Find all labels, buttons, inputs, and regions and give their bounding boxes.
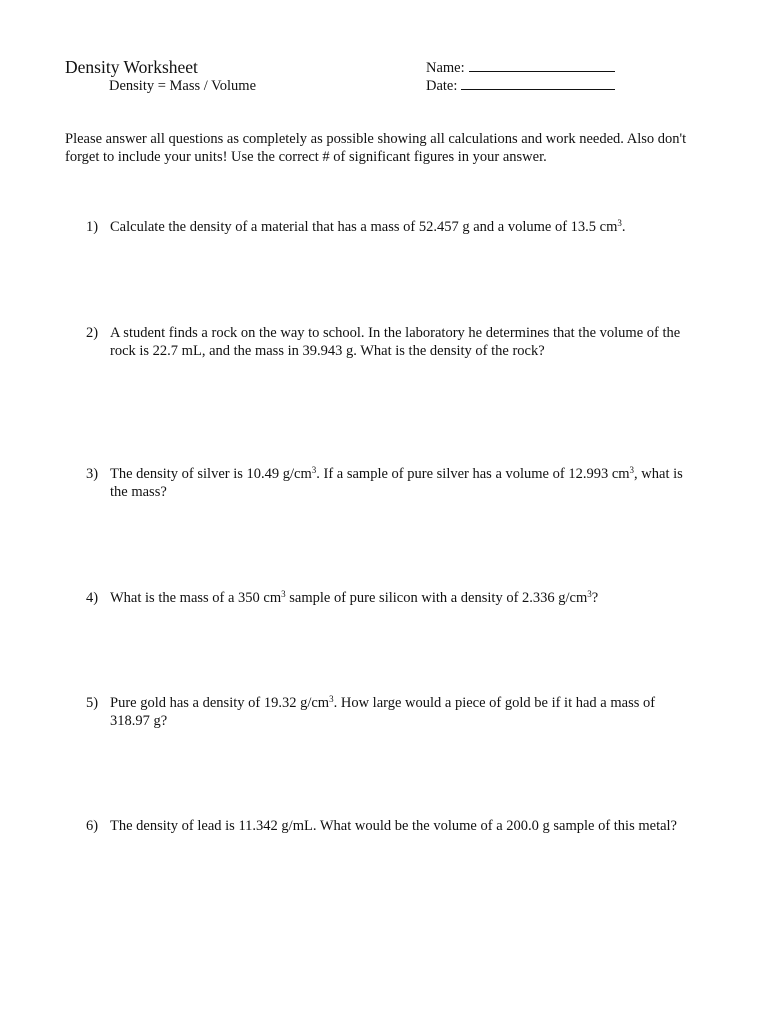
instructions: Please answer all questions as completely as possible showing all calculations and work needed. Also don't forget to include your units! Use the correct # of significant figures in your answer. (65, 131, 687, 165)
question-text: Calculate the density of a material that has a mass of 52.457 g and a volume of 13.5 $cm^3$. (110, 218, 626, 235)
density-formula: Density = Mass / Volume (109, 78, 257, 94)
question-text: What is the mass of a 350 $cm^3$ sample of pure silicon with a density of 2.336 $g/cm^3$? (110, 589, 599, 606)
name-blank-line[interactable] (469, 59, 615, 72)
question-number: 4) (86, 590, 99, 606)
question-text: Pure gold has a density of 19.32 $g/cm^3$. How large would a piece of gold be if it had a mass of 318.97 g? (110, 694, 656, 729)
question-text: The density of lead is 11.342 g/mL. What would be the volume of a 200.0 g sample of this metal? (110, 818, 677, 834)
question-1 (86, 218, 686, 236)
question-6 (86, 817, 686, 835)
date-blank-line[interactable] (461, 77, 615, 90)
question-number: 5) (86, 695, 99, 711)
question-number: 1) (86, 219, 99, 235)
question-2 (86, 324, 686, 360)
question-text: The density of silver is 10.49 $g/cm^3$. If a sample of pure silver has a volume of 12.993 $cm^3$, what is the mass? (110, 465, 683, 500)
name-field (426, 59, 615, 77)
question-number: 3) (86, 466, 99, 482)
date-field (426, 77, 615, 95)
name-label: Name: (426, 60, 465, 76)
question-5 (86, 694, 686, 730)
question-3 (86, 465, 686, 501)
date-label: Date: (426, 78, 458, 94)
question-number: 2) (86, 325, 99, 341)
page-title: Density Worksheet (65, 57, 198, 77)
question-number: 6) (86, 818, 99, 834)
question-4 (86, 589, 686, 607)
question-text: A student finds a rock on the way to school. In the laboratory he determines that the volume of the rock is 22.7 mL, and the mass in 39.943 g. What is the density of the rock? (110, 325, 681, 359)
